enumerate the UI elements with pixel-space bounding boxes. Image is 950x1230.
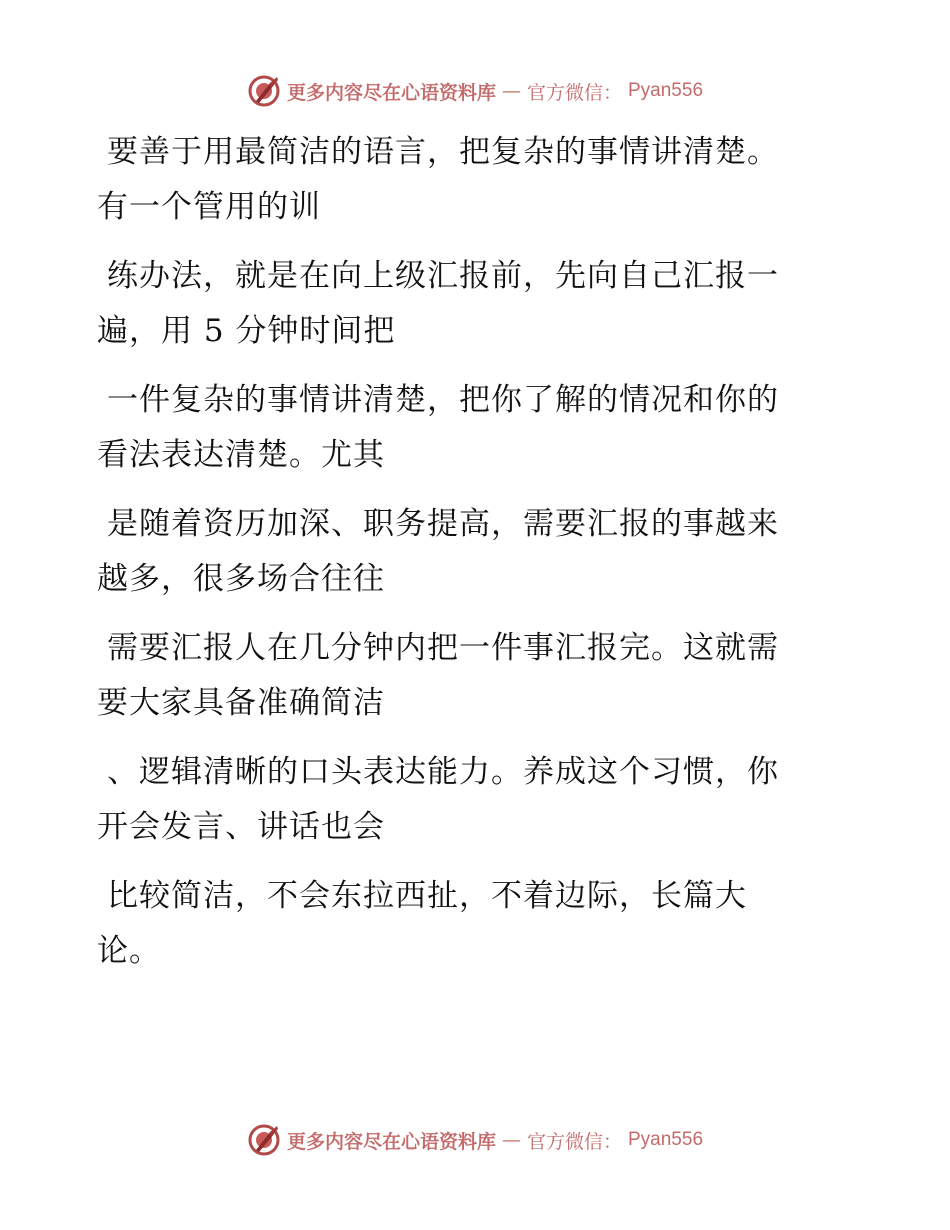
- paragraph-line: 看法表达清楚。尤其: [97, 437, 385, 473]
- pen-nib-logo-icon: [247, 74, 281, 108]
- paragraph-line: 比较简洁，不会东拉西扯，不着边际，长篇大: [107, 878, 747, 914]
- footer-banner-dash: —: [501, 1129, 521, 1151]
- header-wechat-id: Pyan556: [628, 80, 704, 101]
- footer-wechat-label: 官方微信：: [526, 1130, 622, 1153]
- paragraph: [97, 497, 832, 607]
- document-body: [97, 125, 832, 993]
- paragraph-line: 开会发言、讲话也会: [97, 809, 385, 845]
- pen-nib-logo-icon: [247, 1123, 281, 1157]
- paragraph: [97, 125, 832, 235]
- footer-banner-text: 更多内容尽在心语资料库: [286, 1130, 496, 1153]
- paragraph-line: 遍，用 5 分钟时间把: [97, 313, 396, 349]
- paragraph-line: 是随着资历加深、职务提高，需要汇报的事越来: [107, 506, 779, 542]
- paragraph-line: 论。: [97, 933, 161, 969]
- paragraph-line: 要善于用最简洁的语言，把复杂的事情讲清楚。: [107, 134, 779, 170]
- paragraph-line: 越多，很多场合往往: [97, 561, 385, 597]
- paragraph-line: 需要汇报人在几分钟内把一件事汇报完。这就需: [107, 630, 779, 666]
- paragraph: [97, 621, 832, 731]
- paragraph: [97, 745, 832, 855]
- paragraph: [97, 869, 832, 979]
- header-banner: [0, 71, 950, 111]
- footer-banner: [0, 1120, 950, 1160]
- header-banner-text: 更多内容尽在心语资料库: [286, 81, 496, 104]
- paragraph-line: 一件复杂的事情讲清楚，把你了解的情况和你的: [107, 382, 779, 418]
- header-wechat-label: 官方微信：: [526, 81, 622, 104]
- footer-banner-content: [247, 1123, 703, 1157]
- paragraph: [97, 373, 832, 483]
- footer-wechat-id: Pyan556: [628, 1129, 704, 1150]
- paragraph-line: 有一个管用的训: [97, 189, 321, 225]
- header-banner-content: [247, 74, 703, 108]
- paragraph: [97, 249, 832, 359]
- paragraph-line: 要大家具备准确简洁: [97, 685, 385, 721]
- paragraph-line: 练办法，就是在向上级汇报前，先向自己汇报一: [107, 258, 779, 294]
- paragraph-line: 、逻辑清晰的口头表达能力。养成这个习惯，你: [107, 754, 779, 790]
- header-banner-dash: —: [501, 80, 521, 102]
